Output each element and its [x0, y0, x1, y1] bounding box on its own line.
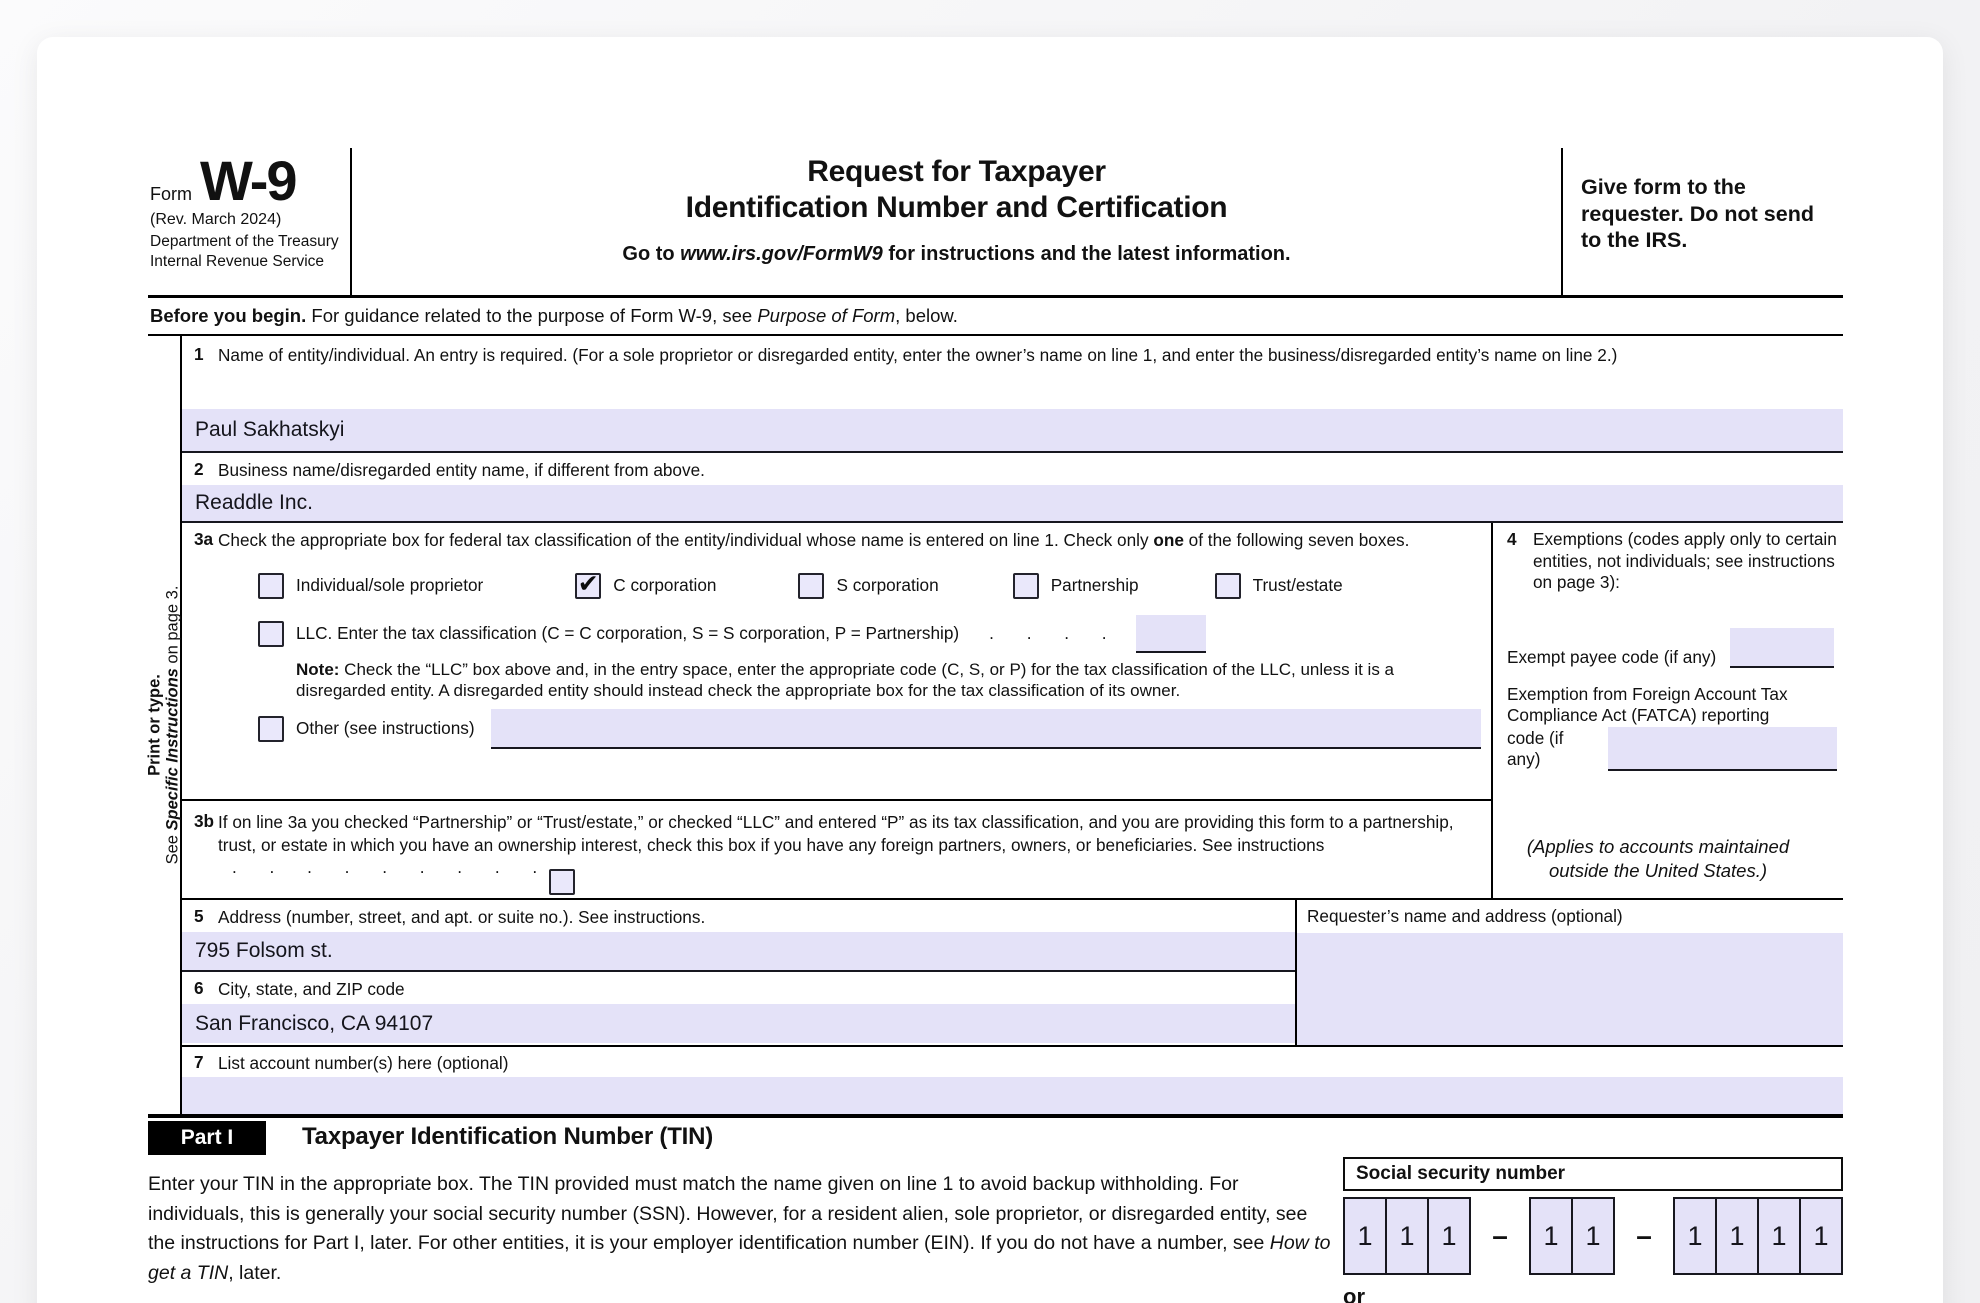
city-state-zip-value: San Francisco, CA 94107 — [195, 1011, 434, 1035]
before-italic: Purpose of Form — [757, 305, 896, 326]
ssn-group1 — [1343, 1197, 1471, 1275]
address-column — [182, 900, 1297, 1045]
form-agency: Internal Revenue Service — [150, 253, 325, 271]
specific-instructions: Specific Instructions — [163, 668, 181, 831]
trust-estate-label: Trust/estate — [1252, 575, 1343, 595]
w9-form — [145, 148, 1843, 1303]
line5-label-row — [182, 900, 1295, 932]
account-numbers-field[interactable] — [182, 1077, 1843, 1114]
foreign-partners-checkbox[interactable] — [549, 869, 575, 895]
line3a-label — [218, 529, 1491, 552]
ssn-digit-field[interactable] — [1571, 1197, 1615, 1275]
ssn-digit: 1 — [1585, 1220, 1601, 1251]
tin-instructions — [148, 1155, 1338, 1303]
line1-label: Name of entity/individual. An entry is required. (For a sole proprietor or disregarded entity, enter the owner’s name on line 1, and enter the business/disregarded entity’s name on line 2.) — [218, 345, 1618, 365]
print-or-type-strip — [145, 336, 182, 1114]
form-department: Department of the Treasury — [150, 233, 339, 251]
line3b-dot-leader: . . . . . . . . . — [232, 857, 539, 877]
ssn-dash: – — [1492, 1220, 1508, 1251]
line3b-label: If on line 3a you checked “Partnership” or “Trust/estate,” or checked “LLC” and entered “P” as its tax classification, and you are providing this form to a partnership, trust, or estate in which you have an ownership interest, check this box if you have any foreign partners, owners, or beneficiaries. See instructions — [218, 812, 1454, 855]
ssn-digit-field[interactable] — [1757, 1197, 1801, 1275]
ssn-digit: 1 — [1813, 1220, 1829, 1251]
llc-dot-leader: . . . . — [989, 623, 1108, 643]
other-checkbox[interactable] — [258, 716, 284, 742]
c-corporation-option — [575, 569, 717, 599]
ssn-digit-field[interactable] — [1385, 1197, 1429, 1275]
s-corporation-checkbox[interactable] — [798, 573, 824, 599]
goto-suffix: for instructions and the latest information. — [882, 243, 1291, 265]
line3a-label-prefix: Check the appropriate box for federal tax classification of the entity/individual whose name is entered on line 1. Check only — [218, 530, 1154, 550]
ssn-digit-field[interactable] — [1343, 1197, 1387, 1275]
applies-note — [1507, 835, 1837, 883]
form-number: W-9 — [200, 149, 296, 212]
partnership-label: Partnership — [1050, 575, 1139, 595]
llc-label: LLC. Enter the tax classification (C = C corporation, S = S corporation, P = Partnership) — [296, 623, 960, 643]
ssn-digit: 1 — [1687, 1220, 1703, 1251]
other-field[interactable] — [491, 709, 1481, 749]
address-section — [182, 900, 1843, 1047]
print-or-type-label — [147, 586, 182, 865]
business-name-value: Readdle Inc. — [195, 491, 313, 514]
line4-label-row — [1507, 529, 1837, 594]
ssn-digit: 1 — [1357, 1220, 1373, 1251]
fatca-line1: Exemption from Foreign Account Tax — [1507, 683, 1788, 704]
ssn-digit-field[interactable] — [1673, 1197, 1717, 1275]
line4-number: 4 — [1507, 529, 1517, 549]
exempt-payee-row — [1507, 628, 1837, 668]
ssn-group3 — [1673, 1197, 1843, 1275]
applies-line2: outside the United States.) — [1548, 859, 1768, 881]
partnership-option — [1013, 573, 1139, 599]
line5-label: Address (number, street, and apt. or suite no.). See instructions. — [218, 907, 706, 927]
ssn-label: Social security number — [1343, 1157, 1843, 1191]
llc-checkbox[interactable] — [258, 621, 284, 647]
tin-text-prefix: Enter your TIN in the appropriate box. The TIN provided must match the name given on line 1 to avoid backup withholding. For individuals, this is generally your social security number (SSN). However, for a resident alien, sole proprietor, or disregarded entity, see the instructions for Part I, later. For other entities, it is your employer identification number (EIN). If you do not have a number, see — [148, 1173, 1308, 1255]
w9-form-page — [37, 37, 1943, 1303]
exempt-payee-field[interactable] — [1730, 628, 1834, 668]
line6-label-row — [182, 972, 1295, 1004]
ssn-digit-field[interactable] — [1799, 1197, 1843, 1275]
c-corporation-label: C corporation — [613, 575, 717, 595]
form-goto-line — [352, 243, 1561, 266]
form-fields — [182, 336, 1843, 1114]
ssn-digit-field[interactable] — [1427, 1197, 1471, 1275]
fatca-code-row — [1507, 727, 1837, 771]
line2-number: 2 — [194, 459, 204, 479]
line3-column — [182, 523, 1493, 898]
print-or-type-line1: Print or type. — [145, 674, 164, 776]
before-suffix: , below. — [895, 305, 958, 326]
city-state-zip-field[interactable] — [182, 1004, 1295, 1043]
llc-code-field[interactable] — [1136, 615, 1206, 653]
business-name-field[interactable] — [182, 485, 1843, 523]
c-corporation-checkbox[interactable] — [575, 569, 601, 599]
other-row — [182, 708, 1491, 750]
line3b-text — [218, 811, 1491, 898]
s-corporation-label: S corporation — [836, 575, 939, 595]
line1-label-row — [182, 336, 1843, 409]
part1-header — [148, 1114, 1843, 1155]
line6-number: 6 — [194, 978, 204, 998]
applies-line1: (Applies to accounts maintained — [1526, 835, 1790, 857]
line7-label: List account number(s) here (optional) — [218, 1053, 509, 1073]
line4-column — [1493, 523, 1843, 898]
form-header — [148, 148, 1843, 298]
ssn-digit-boxes — [1343, 1197, 1843, 1275]
form-word: Form — [150, 184, 192, 204]
line3b-number: 3b — [194, 811, 215, 831]
checkmark-icon: ✔ — [577, 569, 599, 598]
fatca-code-field[interactable] — [1608, 727, 1837, 771]
line3a-label-one: one — [1153, 530, 1184, 550]
individual-label: Individual/sole proprietor — [296, 575, 484, 595]
see-prefix: See — [163, 830, 181, 865]
line3a-label-row — [182, 523, 1491, 552]
see-suffix: on page 3. — [163, 585, 181, 669]
ssn-block — [1343, 1155, 1843, 1303]
form-title-line1: Request for Taxpayer — [807, 155, 1106, 188]
ssn-digit: 1 — [1729, 1220, 1745, 1251]
give-form-note: Give form to the requester. Do not send to the IRS. — [1581, 175, 1814, 252]
requester-field[interactable] — [1297, 933, 1843, 1045]
or-label: or — [1343, 1284, 1365, 1303]
tin-text-suffix: , later. — [228, 1261, 282, 1284]
form-body — [145, 336, 1843, 1114]
individual-option — [258, 573, 483, 599]
form-title-block — [352, 148, 1563, 295]
form-revision: (Rev. March 2024) — [150, 211, 282, 229]
line7-number: 7 — [194, 1052, 204, 1072]
before-bold: Before you begin. — [150, 305, 307, 326]
goto-prefix: Go to — [622, 243, 681, 265]
tin-text-italic: How to get a TIN — [148, 1232, 1331, 1284]
line3a-number: 3a — [194, 529, 214, 549]
exempt-payee-label: Exempt payee code (if any) — [1507, 646, 1717, 667]
fatca-line3: code (if any) — [1507, 727, 1564, 769]
before-text: For guidance related to the purpose of Form W-9, see — [306, 305, 758, 326]
ssn-digit: 1 — [1399, 1220, 1415, 1251]
name-value: Paul Sakhatskyi — [195, 418, 345, 441]
address-field[interactable] — [182, 932, 1295, 972]
trust-estate-checkbox[interactable] — [1215, 573, 1241, 599]
requester-column — [1297, 900, 1843, 1045]
note-bold: Note: — [296, 659, 340, 679]
name-field[interactable] — [182, 409, 1843, 453]
other-label: Other (see instructions) — [296, 718, 475, 738]
ssn-dash: – — [1636, 1220, 1652, 1251]
llc-row — [182, 614, 1491, 654]
classification-section — [182, 523, 1843, 900]
note-text: Check the “LLC” box above and, in the entry space, enter the appropriate code (C, S, or P) for the tax classification of the LLC, unless it is a disregarded entity. A disregarded entity should instead check the appropriate box for the tax classification of its owner. — [296, 659, 1395, 700]
trust-estate-option — [1215, 573, 1343, 599]
line6-label: City, state, and ZIP code — [218, 979, 405, 999]
ssn-digit-field[interactable] — [1715, 1197, 1759, 1275]
address-value: 795 Folsom st. — [195, 939, 333, 962]
ssn-digit: 1 — [1771, 1220, 1787, 1251]
line5-number: 5 — [194, 906, 204, 926]
line7-label-row — [182, 1047, 1843, 1077]
s-corporation-option — [798, 573, 938, 599]
print-or-type-line2 — [164, 586, 182, 865]
part1-title: Taxpayer Identification Number (TIN) — [302, 1123, 714, 1150]
before-you-begin — [148, 298, 1843, 336]
line1-number: 1 — [194, 344, 204, 364]
llc-note — [296, 659, 1416, 702]
form-id-block — [148, 148, 352, 295]
partnership-checkbox[interactable] — [1013, 573, 1039, 599]
goto-url: www.irs.gov/FormW9 — [680, 243, 883, 265]
tax-classification-row — [182, 569, 1491, 599]
line3b-row — [182, 799, 1491, 898]
ssn-digit-field[interactable] — [1529, 1197, 1573, 1275]
line2-label: Business name/disregarded entity name, if different from above. — [218, 460, 705, 480]
line4-label: Exemptions (codes apply only to certain entities, not individuals; see instructions on page 3): — [1533, 529, 1837, 592]
form-title-line2: Identification Number and Certification — [685, 191, 1228, 224]
fatca-line2: Compliance Act (FATCA) reporting — [1507, 705, 1770, 725]
ssn-digit: 1 — [1543, 1220, 1559, 1251]
line3a-label-suffix: of the following seven boxes. — [1183, 530, 1410, 550]
ssn-group2 — [1529, 1197, 1615, 1275]
ssn-digit: 1 — [1441, 1220, 1457, 1251]
line2-label-row — [182, 453, 1843, 485]
part1-badge: Part I — [148, 1121, 266, 1155]
fatca-block — [1507, 684, 1837, 771]
tin-section — [148, 1155, 1843, 1303]
requester-label: Requester’s name and address (optional) — [1307, 906, 1623, 926]
individual-checkbox[interactable] — [258, 573, 284, 599]
